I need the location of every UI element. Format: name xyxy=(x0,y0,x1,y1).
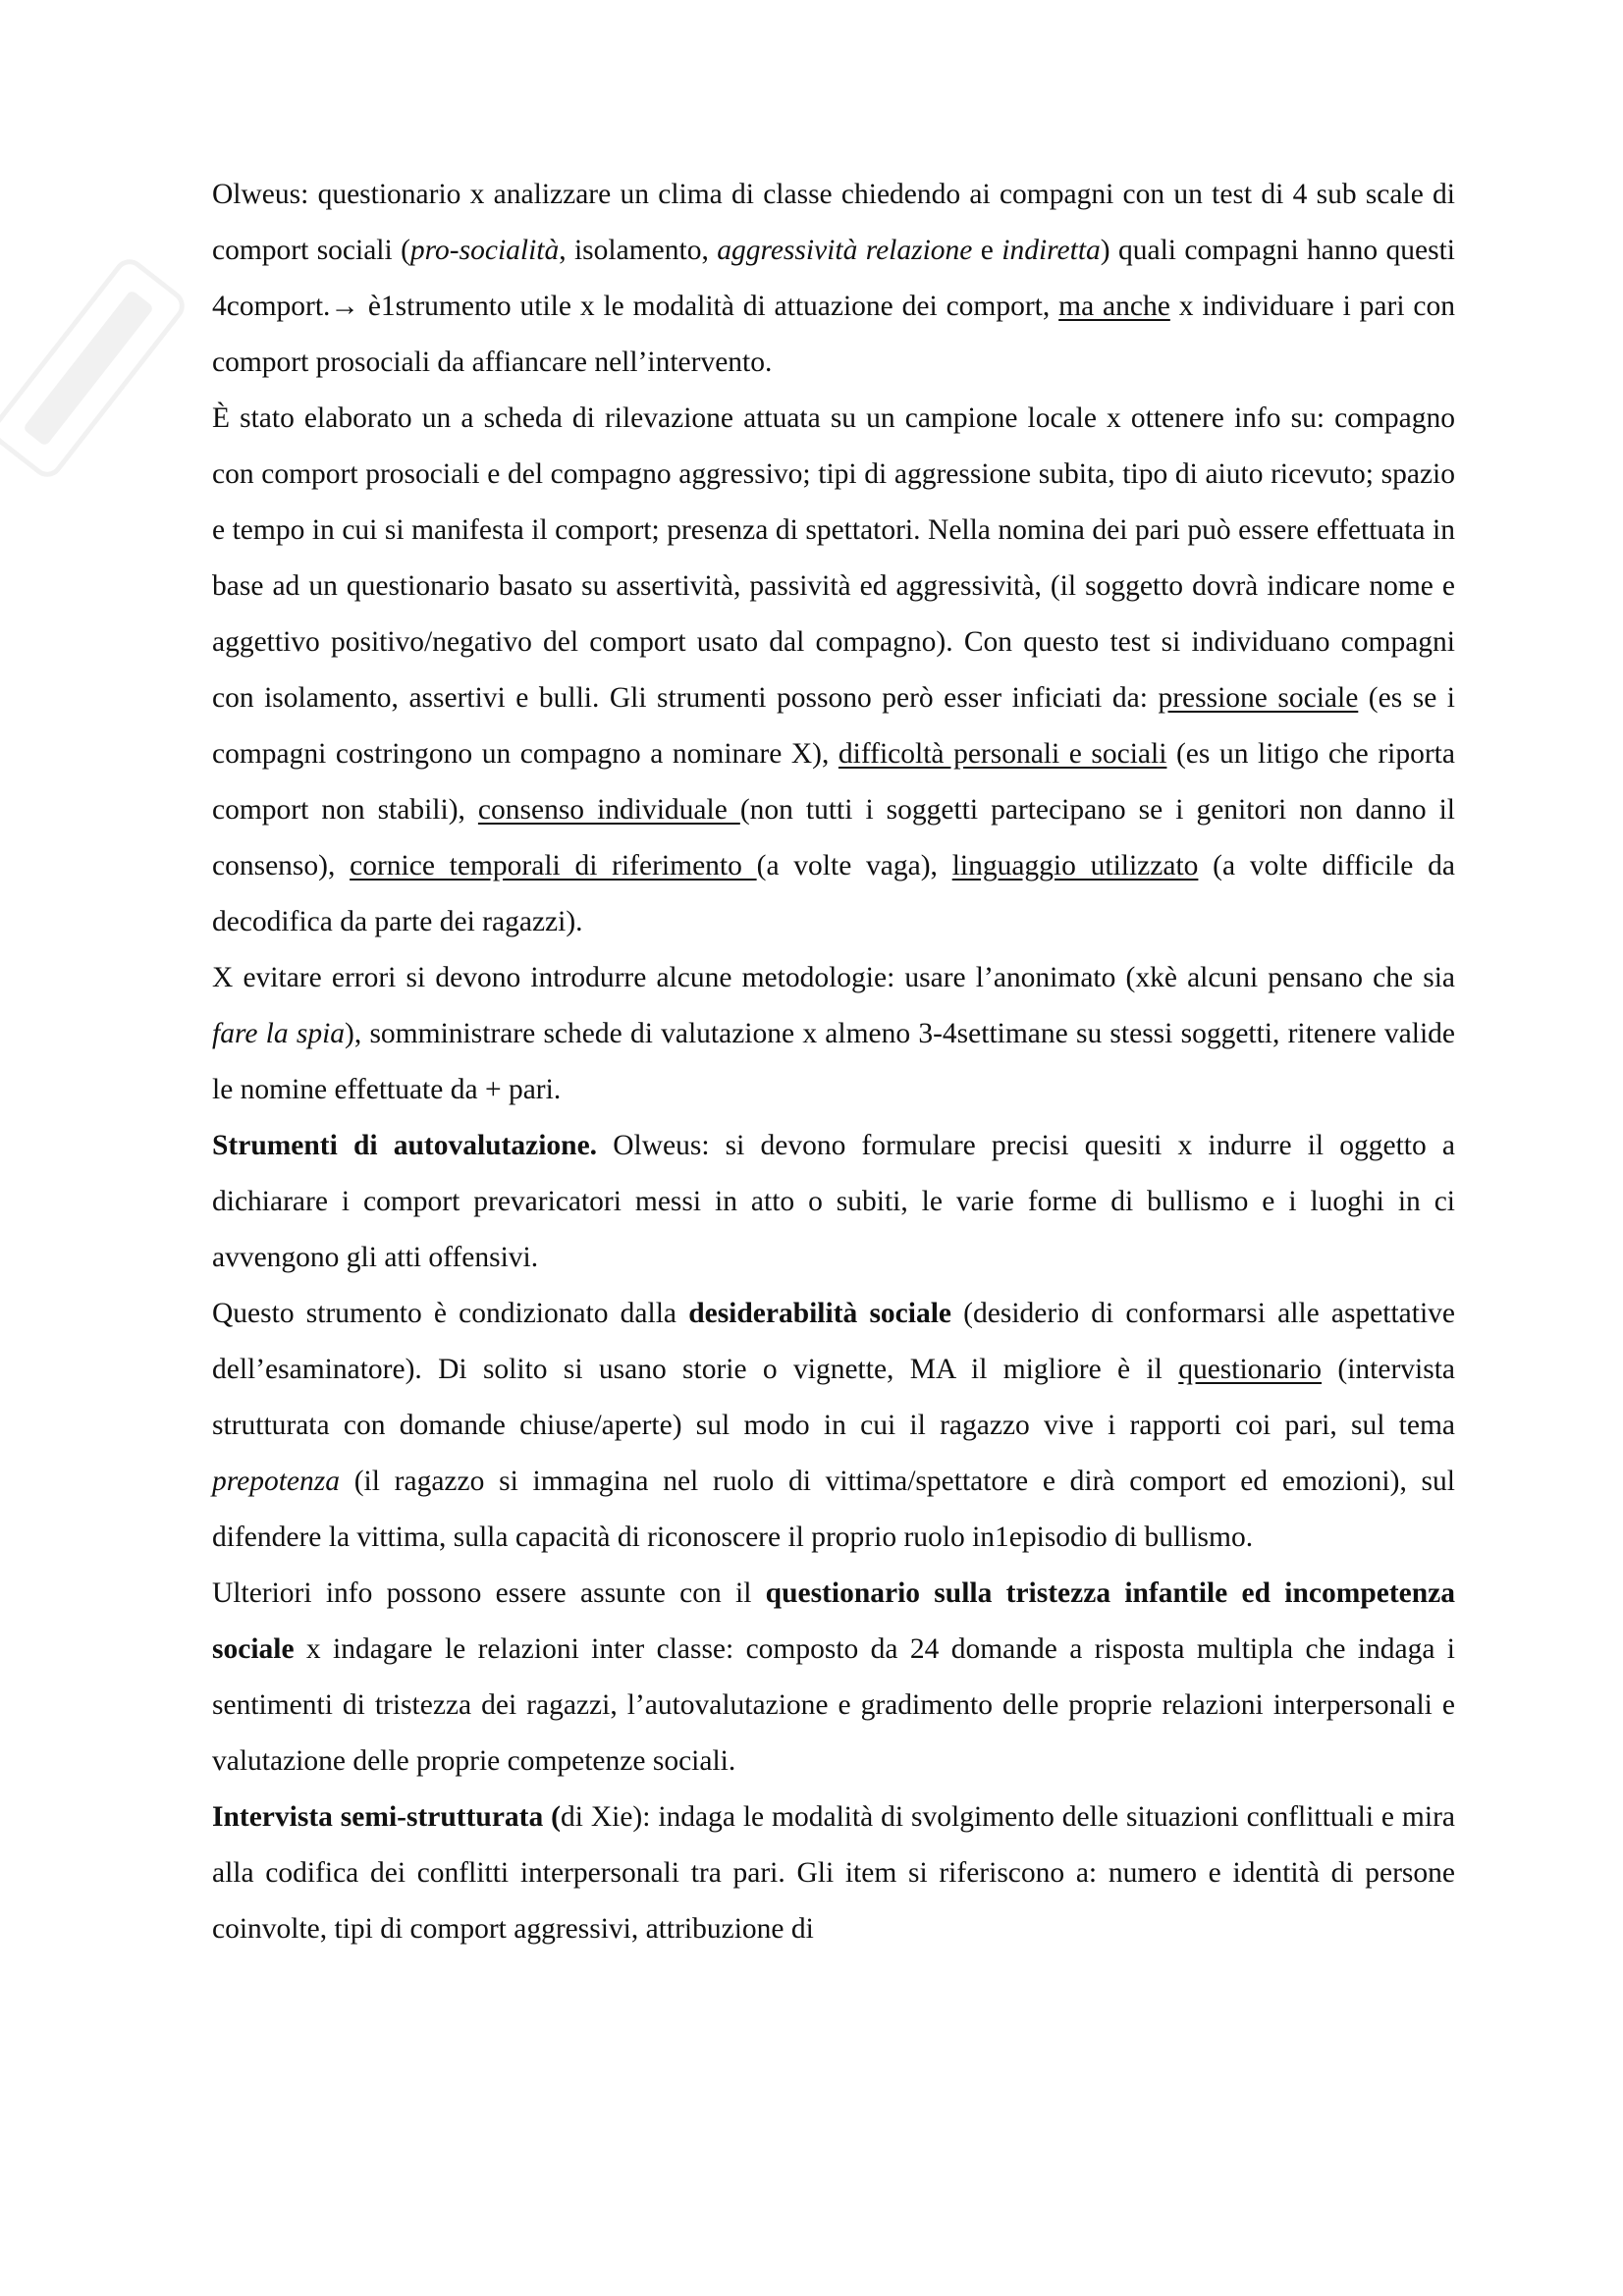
text-run: (es un litigo che riporta comport non stabili), xyxy=(212,738,1455,826)
text-run: questionario xyxy=(1178,1354,1323,1385)
text-run: x individuare i pari con comport prosociali da affiancare nell’intervento. xyxy=(212,291,1455,378)
text-run: X evitare errori si devono introdurre alcune metodologie: usare l’anonimato (xkè alcuni pensano che sia xyxy=(212,962,1455,993)
text-run: linguaggio utilizzato xyxy=(951,850,1199,881)
text-run: di Xie): indaga le modalità di svolgimento delle situazioni conflittuali e mira alla codifica dei conflitti interpersonali tra pari. Gli item si riferiscono a: numero e identità di persone coinvolte, tipi di comport aggressivi, attribuzione di xyxy=(212,1801,1455,1945)
text-run: desiderabilità sociale xyxy=(688,1298,952,1329)
text-run: , isolamento, xyxy=(559,235,718,266)
text-run: Olweus: si devono formulare precisi quesiti x indurre il oggetto a dichiarare i comport prevaricatori messi in atto o subiti, le varie forme di bullismo e i luoghi in ci avvengono gli atti offensivi. xyxy=(212,1130,1455,1273)
text-run: prepotenza xyxy=(212,1466,340,1497)
text-run: x indagare le relazioni inter classe: composto da 24 domande a risposta multipla che indaga i sentimenti di tristezza dei ragazzi, l’autovalutazione e gradimento delle proprie relazioni interpersonali e valutazione delle proprie competenze sociali. xyxy=(212,1633,1455,1777)
text-run: Questo strumento è condizionato dalla xyxy=(212,1298,689,1329)
watermark-logo xyxy=(0,248,195,489)
text-run: aggressività relazione xyxy=(717,235,973,266)
text-run: consenso individuale xyxy=(477,794,740,826)
text-run: ma anche xyxy=(1058,291,1170,322)
paragraph-2 xyxy=(212,391,1455,950)
text-run: (il ragazzo si immagina nel ruolo di vittima/spettatore e dirà comport ed emozioni), sul difendere la vittima, sulla capacità di riconoscere il proprio ruolo in1episodio di bullismo. xyxy=(212,1466,1455,1553)
text-run: (es se i compagni costringono un compagno a nominare X), xyxy=(212,682,1456,770)
text-run: (a volte vaga), xyxy=(756,850,952,881)
text-run: questionario sulla tristezza infantile ed incompetenza sociale xyxy=(212,1577,1455,1665)
text-run: e xyxy=(972,235,1002,266)
paragraph-5 xyxy=(212,1286,1455,1566)
text-run: ) quali compagni hanno questi 4comport.→ è1strumento utile x le modalità di attuazione dei comport, xyxy=(212,235,1456,322)
text-run: (desiderio di conformarsi alle aspettative dell’esaminatore). Di solito si usano storie o vignette, MA il migliore è il xyxy=(212,1298,1455,1385)
paragraph-7 xyxy=(212,1789,1455,1957)
text-run: cornice temporali di riferimento xyxy=(350,850,757,881)
paragraph-3 xyxy=(212,950,1455,1118)
text-run: ), somministrare schede di valutazione x almeno 3-4settimane su stessi soggetti, ritenere valide le nomine effettuate da + pari. xyxy=(212,1018,1455,1105)
text-run: fare la spia xyxy=(212,1018,346,1049)
paragraph-4 xyxy=(212,1118,1455,1286)
text-run: Strumenti di autovalutazione. xyxy=(212,1130,598,1161)
text-run: pro-socialità xyxy=(409,235,560,266)
text-run: Olweus: questionario x analizzare un clima di classe chiedendo ai compagni con un test di 4 sub scale di comport sociali ( xyxy=(212,179,1455,266)
text-run: È stato elaborato un a scheda di rilevazione attuata su un campione locale x ottenere info su: compagno con comport prosociali e del compagno aggressivo; tipi di aggressione subita, tipo di aiuto ricevuto; spazio e tempo in cui si manifesta il comport; presenza di spettatori. Nella nomina dei pari può essere effettuata in base ad un questionario basato su assertività, passività ed aggressività, (il soggetto dovrà indicare nome e aggettivo positivo/negativo del comport usato dal compagno). Con questo test si individuano compagni con isolamento, assertivi e bulli. Gli strumenti possono però esser inficiati da: xyxy=(212,402,1455,714)
paragraph-1 xyxy=(212,167,1455,391)
text-run: pressione sociale xyxy=(1158,682,1359,714)
text-run: (intervista strutturata con domande chiuse/aperte) sul modo in cui il ragazzo vive i rapporti coi pari, sul tema xyxy=(212,1354,1455,1441)
document-text xyxy=(212,167,1455,1957)
text-run: indiretta xyxy=(1001,235,1101,266)
text-run: (non tutti i soggetti partecipano se i genitori non danno il consenso), xyxy=(212,794,1455,881)
text-run: Ulteriori info possono essere assunte con il xyxy=(212,1577,766,1609)
text-run: difficoltà personali e sociali xyxy=(838,738,1167,770)
paragraph-6 xyxy=(212,1566,1455,1789)
text-run: Intervista semi-strutturata ( xyxy=(212,1801,561,1833)
text-run: (a volte difficile da decodifica da parte dei ragazzi). xyxy=(212,850,1455,937)
